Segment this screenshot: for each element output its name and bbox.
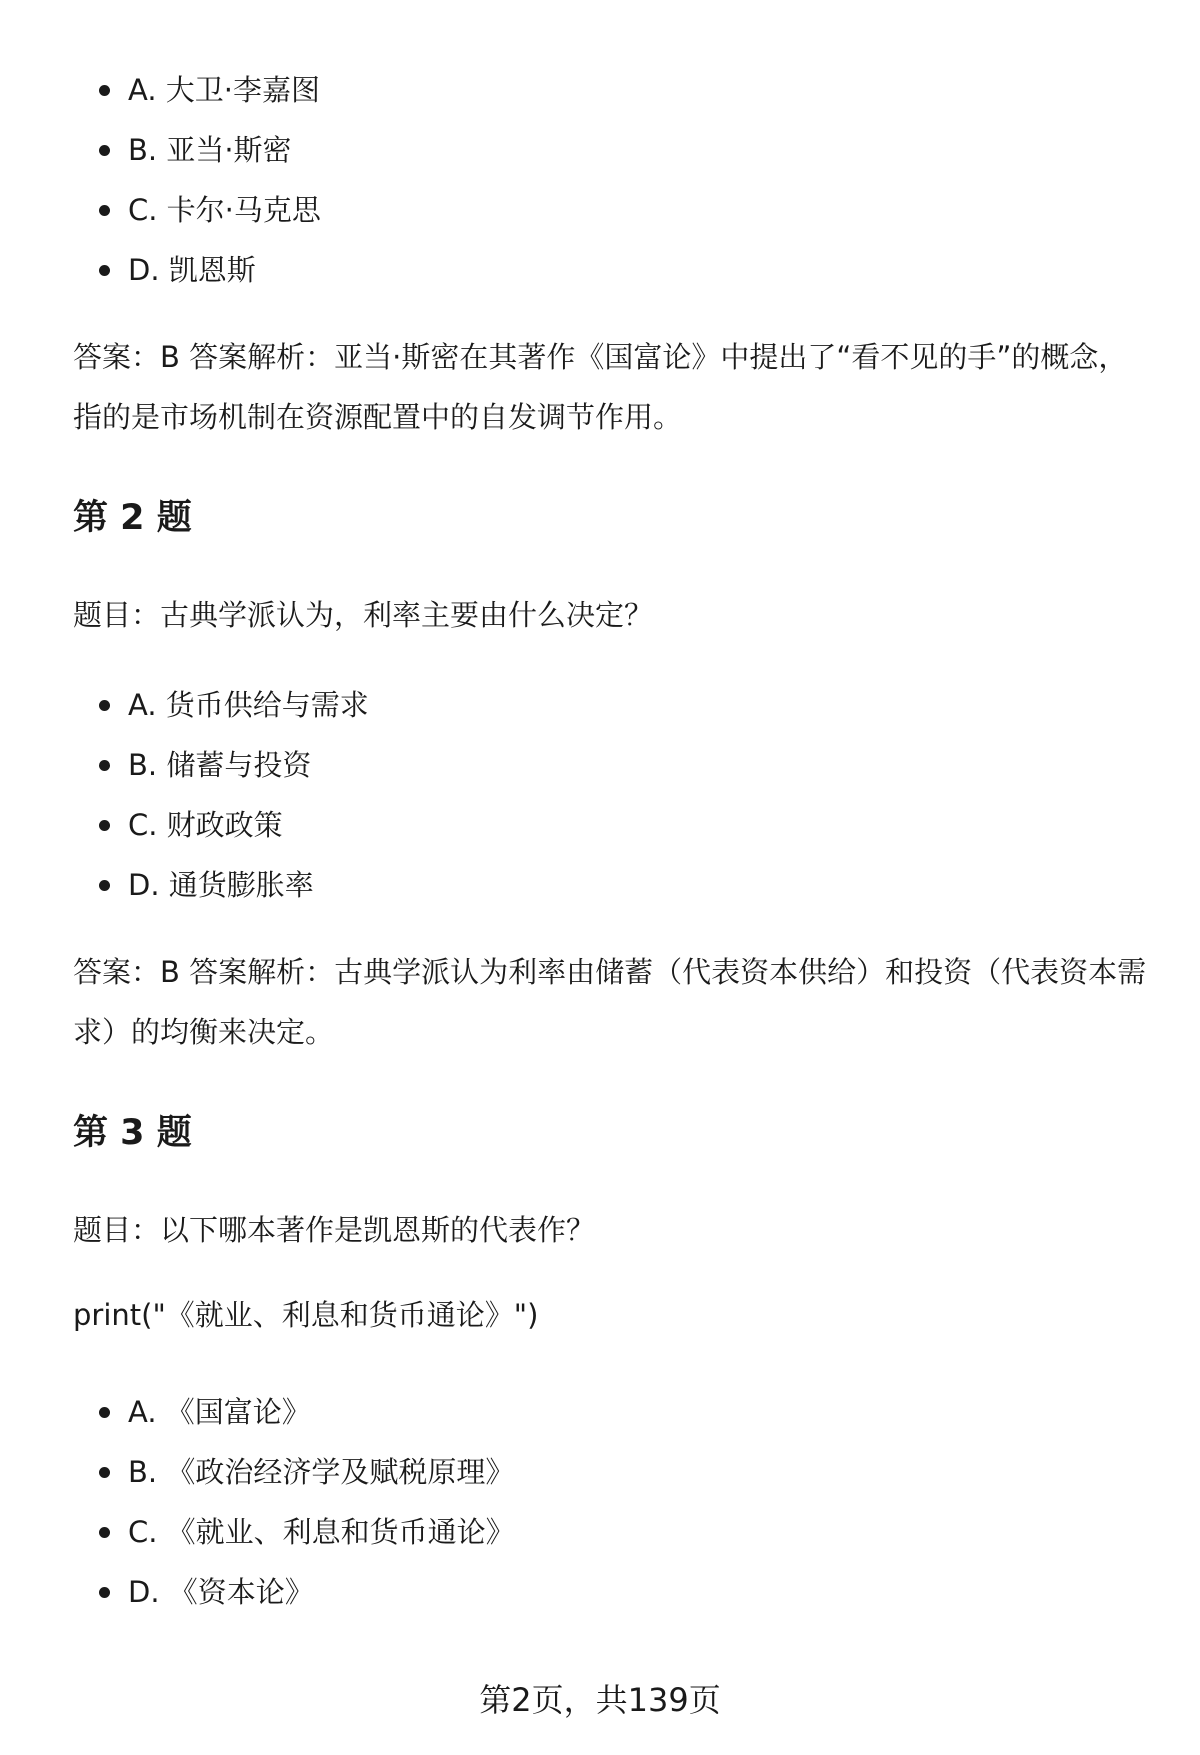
q1-answer: 答案：B 答案解析：亚当·斯密在其著作《国富论》中提出了“看不见的手”的概念，指的是市场机制在资源配置中的自发调节作用。 — [73, 340, 1128, 434]
q2-option-d: D. 通货膨胀率 — [73, 855, 369, 915]
q3-option-c: C. 《就业、利息和货币通论》 — [73, 1502, 515, 1562]
q3-option-a: A. 《国富论》 — [73, 1382, 515, 1442]
q3-heading: 第 3 题 — [73, 1113, 192, 1153]
bullet-icon — [99, 1407, 110, 1418]
q2-answer: 答案：B 答案解析：古典学派认为利率由储蓄（代表资本供给）和投资（代表资本需求）的均衡来决定。 — [73, 955, 1147, 1049]
q3-option-b: B. 《政治经济学及赋税原理》 — [73, 1442, 515, 1502]
bullet-icon — [99, 205, 110, 216]
bullet-icon — [99, 1527, 110, 1538]
q3-option-d: D. 《资本论》 — [73, 1562, 515, 1622]
q1-option-c: C. 卡尔·马克思 — [73, 180, 321, 240]
bullet-icon — [99, 265, 110, 276]
q3-question: 题目：以下哪本著作是凯恩斯的代表作？ — [73, 1213, 596, 1247]
bullet-icon — [99, 1587, 110, 1598]
q1-option-d: D. 凯恩斯 — [73, 240, 321, 300]
q2-option-b: B. 储蓄与投资 — [73, 735, 369, 795]
q2-option-c: C. 财政政策 — [73, 795, 369, 855]
bullet-icon — [99, 700, 110, 711]
bullet-icon — [99, 880, 110, 891]
q2-options — [73, 675, 369, 915]
bullet-icon — [99, 1467, 110, 1478]
q3-code-line: print("《就业、利息和货币通论》") — [73, 1298, 539, 1332]
q2-question: 题目：古典学派认为，利率主要由什么决定？ — [73, 598, 654, 632]
bullet-icon — [99, 760, 110, 771]
bullet-icon — [99, 820, 110, 831]
q2-heading: 第 2 题 — [73, 498, 192, 538]
q3-options — [73, 1382, 515, 1622]
q1-option-a: A. 大卫·李嘉图 — [73, 60, 321, 120]
page-number-footer: 第2页，共139页 — [479, 1681, 721, 1719]
q1-option-b: B. 亚当·斯密 — [73, 120, 321, 180]
bullet-icon — [99, 85, 110, 96]
bullet-icon — [99, 145, 110, 156]
q2-option-a: A. 货币供给与需求 — [73, 675, 369, 735]
q1-options — [73, 60, 321, 300]
